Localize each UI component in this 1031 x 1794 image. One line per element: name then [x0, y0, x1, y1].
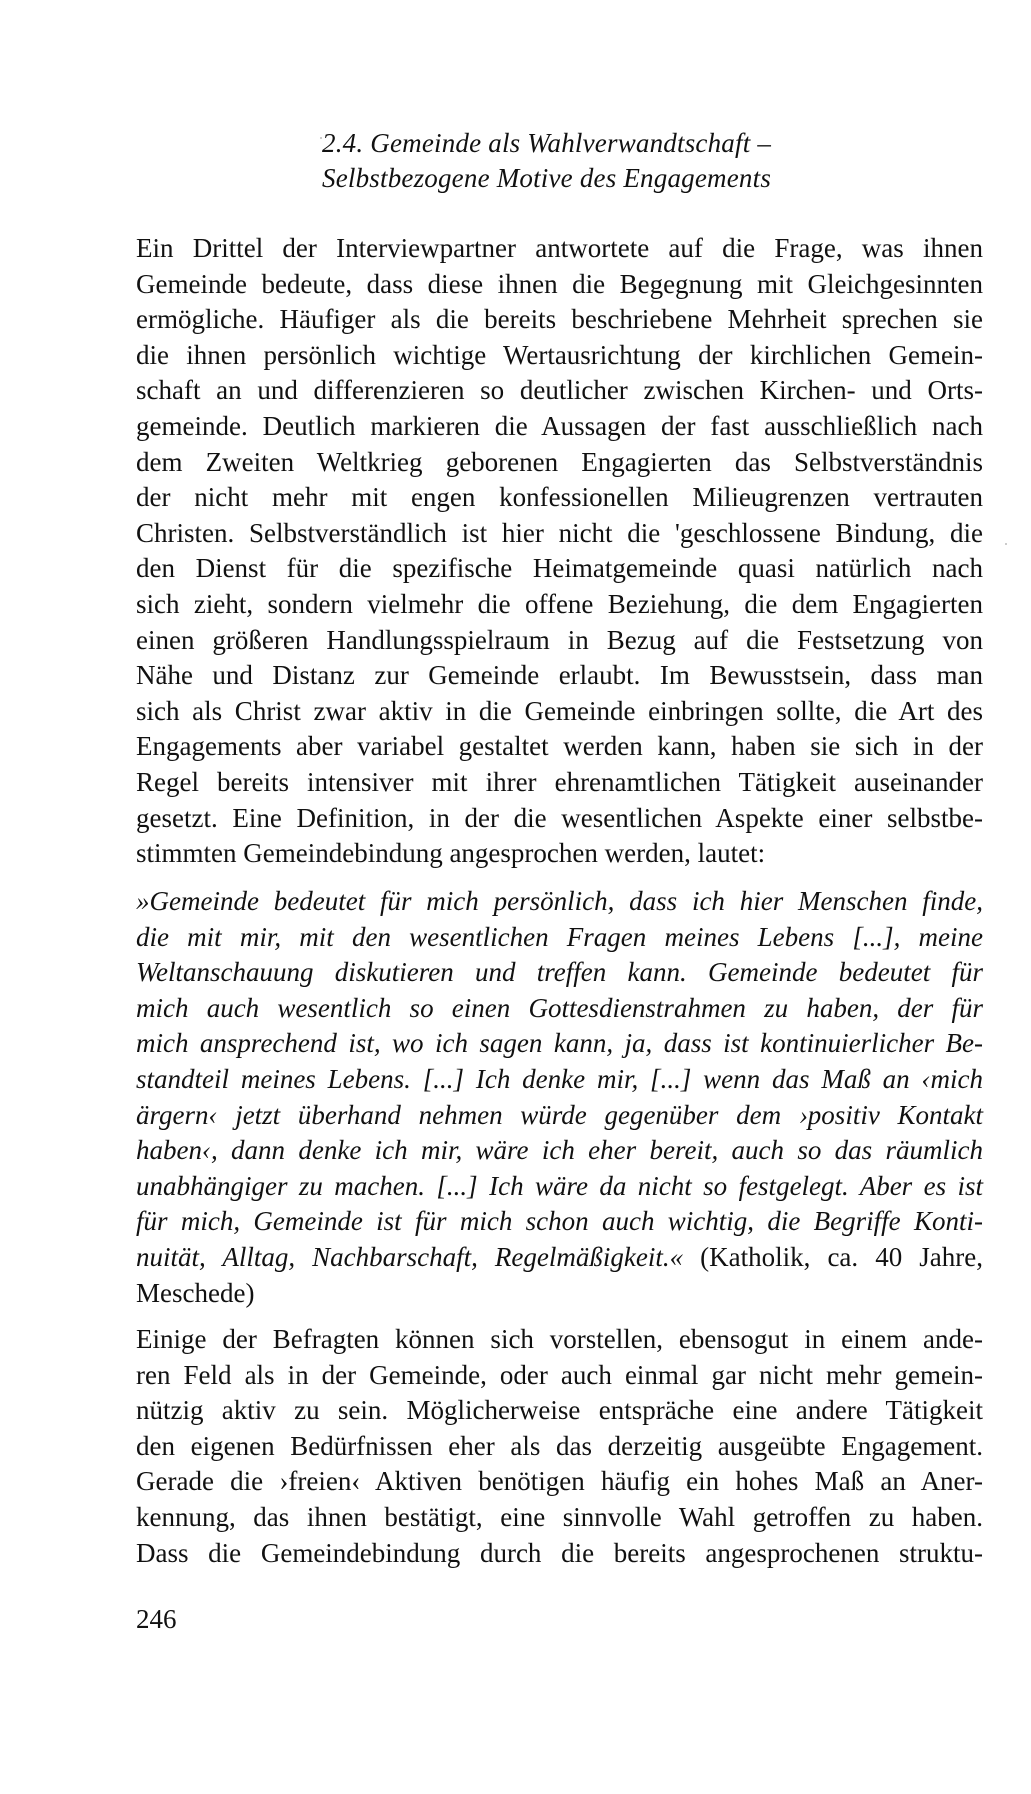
quote-line: mich auch wesentlich so einen Gottesdienstrahmen zu haben, der für: [136, 992, 983, 1023]
quote-line: »Gemeinde bedeutet für mich persönlich, dass ich hier Menschen finde,: [136, 886, 983, 916]
text-line: den eigenen Bedürfnissen eher als das derzeitig ausgeübte Engagement.: [136, 1430, 983, 1461]
interview-quote: [136, 884, 983, 1311]
section-heading-line-2: Selbstbezogene Motive des Engagements: [322, 163, 772, 193]
text-line: Dass die Gemeindebindung durch die bereits angesprochenen struktu-: [136, 1537, 983, 1568]
text-line: Einige der Befragten können sich vorstellen, ebensogut in einem ande-: [136, 1324, 983, 1354]
section-heading-line-1: 2.4. Gemeinde als Wahlverwandtschaft –: [322, 128, 772, 158]
text-line: stimmten Gemeindebindung angesprochen werden, lautet:: [136, 838, 766, 869]
text-line: Christen. Selbstverständlich ist hier nicht die 'geschlossene Bindung, die: [136, 517, 983, 548]
quote-line: Weltanschauung diskutieren und treffen kann. Gemeinde bedeutet für: [136, 957, 983, 988]
text-line: ermögliche. Häufiger als die bereits beschriebene Mehrheit sprechen sie: [136, 304, 983, 335]
text-line: sich zieht, sondern vielmehr die offene Beziehung, die dem Engagierten: [136, 588, 983, 619]
quote-line: die mit mir, mit den wesentlichen Fragen meines Lebens [...], meine: [136, 921, 983, 952]
text-line: gesetzt. Eine Definition, in der die wesentlichen Aspekte einer selbstbe-: [136, 802, 983, 833]
page-number: 246: [136, 1604, 177, 1634]
scan-speck: [1005, 543, 1007, 545]
text-line: Nähe und Distanz zur Gemeinde erlaubt. Im Bewusstsein, dass man: [136, 660, 983, 691]
text-line: dem Zweiten Weltkrieg geborenen Engagierten das Selbstverständnis: [136, 446, 983, 477]
quote-attribution: (Katholik, ca. 40 Jahre,: [683, 1241, 983, 1272]
section-heading: [322, 126, 842, 196]
paragraph-followup: [136, 1322, 983, 1571]
quote-attribution-end: Meschede): [136, 1277, 255, 1308]
quote-line: standteil meines Lebens. [...] Ich denke mir, [...] wenn das Maß an ‹mich: [136, 1063, 983, 1094]
text-line: einen größeren Handlungsspielraum in Bezug auf die Festsetzung von: [136, 624, 983, 655]
quote-line: mich ansprechend ist, wo ich sagen kann, ja, dass ist kontinuierlicher Be-: [136, 1028, 983, 1059]
text-line: kennung, das ihnen bestätigt, eine sinnvolle Wahl getroffen zu haben.: [136, 1501, 983, 1532]
paragraph-intro: [136, 231, 983, 872]
text-line: gemeinde. Deutlich markieren die Aussagen der fast ausschließlich nach: [136, 410, 983, 441]
text-line: die ihnen persönlich wichtige Wertausrichtung der kirchlichen Gemein-: [136, 339, 983, 370]
text-line: Regel bereits intensiver mit ihrer ehrenamtlichen Tätigkeit auseinander: [136, 766, 983, 797]
text-line: sich als Christ zwar aktiv in die Gemeinde einbringen sollte, die Art des: [136, 695, 983, 726]
text-line: Engagements aber variabel gestaltet werden kann, haben sie sich in der: [136, 731, 983, 762]
text-line: Ein Drittel der Interviewpartner antwortete auf die Frage, was ihnen: [136, 233, 983, 263]
text-line: ren Feld als in der Gemeinde, oder auch einmal gar nicht mehr gemein-: [136, 1359, 983, 1390]
text-line: Gerade die ›freien‹ Aktiven benötigen häufig ein hohes Maß an Aner-: [136, 1466, 983, 1497]
text-line: den Dienst für die spezifische Heimatgemeinde quasi natürlich nach: [136, 553, 983, 584]
text-line: der nicht mehr mit engen konfessionellen Milieugrenzen vertrauten: [136, 482, 983, 513]
text-line: Gemeinde bedeute, dass diese ihnen die Begegnung mit Gleichgesinnten: [136, 268, 983, 299]
text-line: nützig aktiv zu sein. Möglicherweise entspräche eine andere Tätigkeit: [136, 1395, 983, 1426]
quote-line: haben‹, dann denke ich mir, wäre ich eher bereit, auch so das räumlich: [136, 1135, 983, 1166]
quote-line-with-attribution: [136, 1240, 983, 1276]
quote-line: unabhängiger zu machen. [...] Ich wäre da nicht so festgelegt. Aber es ist: [136, 1170, 983, 1201]
scan-speck: [320, 137, 322, 139]
quote-end-text: nuität, Alltag, Nachbarschaft, Regelmäßigkeit.«: [136, 1241, 684, 1272]
quote-line: für mich, Gemeinde ist für mich schon auch wichtig, die Begriffe Konti-: [136, 1206, 983, 1237]
quote-line: ärgern‹ jetzt überhand nehmen würde gegenüber dem ›positiv Kontakt: [136, 1099, 983, 1130]
text-line: schaft an und differenzieren so deutlicher zwischen Kirchen- und Orts-: [136, 375, 983, 406]
